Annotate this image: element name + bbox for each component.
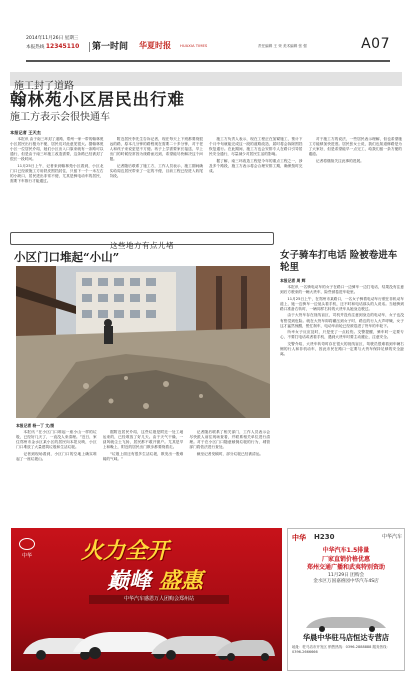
news-photo-image [16,266,270,418]
paragraph: 11月25日上午，记者来到翰林苑小区看到，小区北门口已经被施工方用铁皮围挡封住，只留下一个一米左右的小缺口，居民进出非常不便，尤其是骑电动车的居民，需要下车推行才能通过。 [10,163,104,184]
hotline-number: 12345110 [45,43,80,50]
section-banner-text: 这些地方有点儿堵 [110,241,174,250]
side-story [280,248,404,522]
page-header [26,36,390,62]
dealer-logo-right: 中华汽车 [381,534,402,540]
lead-column [309,137,403,241]
lead-column [10,137,104,241]
paragraph: 施工方负责人表示，现在工程正在加紧施工，预计下个月中旬就能完成这一段的道路改造，届时将会拆除围挡恢复通行。在此期间，施工方也会安排专人在路口引导居民安全通行，尽量减少对居民生活的影响。 [209,137,303,157]
page-number: A07 [361,36,390,52]
lead-column [209,137,303,241]
lead-byline: 本报记者 王天杰 [10,130,41,135]
dealer-advertisement [287,528,405,671]
ad-headline-1: 火力全开 [81,538,170,564]
photo-story-column [189,430,270,520]
side-story-byline: 本报记者 周 辉 [280,278,306,283]
ad-headline-2 [107,564,203,595]
photo-story-column [103,430,184,520]
offer-line: 金水区万国嘉禧园中华汽车4S店 [313,579,379,584]
ad-brand-name: 中华 [21,553,32,559]
offer-line: 厂家直销价格优惠 [321,555,370,563]
editors-credit: 责任编辑 王 荣 美术编辑 张 强 [258,44,307,48]
paragraph: 记者到现场看到，小区门口的空地上确实堆起了一座垃圾山。 [16,451,97,461]
paragraph: 记者随后联系了相关部门，工作人员表示会尽快派人前往现场查看，并联系相关单位进行清理。对于在小区门口随意倾倒垃圾的行为，城管部门将依法进行查处。 [189,430,271,450]
ad-headline-2a: 巅峰 [107,568,152,594]
brand-logo-icon [19,538,35,550]
header-separator [89,42,90,52]
dealer-logo-model: H230 [314,533,335,541]
paragraph: 本报讯 由于南三环封了道路，郑州一家一带的翰林苑小区居民出行极为不便，居民们对此意见很大。据翰林苑小区一位居民介绍，她们小区出入口原来就有一条路可以通行，但是由于南三环施工改造需要，这条路已经被封了很长一段时间。 [10,137,104,162]
lead-subhead: 施工方表示会很快通车 [10,112,110,123]
paragraph: 附近居民李先生告诉记者，现在每天上下班都要绕很远的路，原本几分钟的路程现在需要二十多分钟，对于老人和孩子来说更是不方便。孩子上学需要家长接送，早上出门的时候经常因为绕路而迟到，希望能尽快解决这个问题。 [109,137,203,162]
photo-story-byline: 本报记者 杨一丁 文/图 [16,423,55,428]
dealer-address: 地址：驻马店市开发区 销售热线：0396-2888888 服务热线：0396-2666666 [292,645,390,654]
lead-headline: 翰林苑小区居民出行难 [10,90,185,109]
paragraph: 11月25日上午，在郑州市某路口，一名女子骑着电动车行驶在非机动车道上，她一边骑车一边低头看手机，还不时和电话那头的人说话。当她骑到路口准备右转时，一辆同样右转的大货车从她身边驶过。 [280,296,404,311]
paragraph: 由于大货车存在视线盲区，司机并没有注意到身边的电动车，女子也没有察觉到危险。就在大货车即将碾压到女子时，路边的行人大声呼喊，女子这才猛然惊醒，慌忙刹车，电动车前轮已经被卷进了货车的车轮下。 [280,313,404,328]
side-story-body [280,285,404,521]
paragraph: 记者将继续关注此事的进展。 [315,158,364,163]
photo-story [10,248,274,522]
offer-line: 11月29日 团购会 [327,572,365,578]
section-name: 第一时间 [92,42,129,52]
section-banner [10,232,274,250]
photo-story-title: 小区门口堆起“小山” [14,250,120,264]
dealer-logo-row [292,533,402,545]
side-story-title: 女子骑车打电话 险被卷进车轮里 [280,250,398,273]
hotline [26,44,79,51]
masthead: 华夏时报 [139,40,171,50]
hotline-label: 本报热线 [26,45,45,50]
paragraph: 本报讯 一名骑电动车的女子在路口一边骑车一边打电话，结果没有注意到后方驶来的一辆大货车，险些被卷进车轮里。 [280,285,404,295]
lead-column [110,137,204,241]
paragraph: 截至记者发稿时，部分垃圾已经被清运。 [196,451,264,456]
lead-kicker: 施工封了道路 [14,81,74,92]
dealer-logo-zh: 中华 [292,534,306,542]
paragraph: 本报讯 “在小区门口堆起一座小山一样的垃圾，已经好几天了，一直没人来清理。”近日，家住郑州市金水区某小区的居民向本报反映，小区门口堆放了大量建筑垃圾和生活垃圾。 [16,430,97,450]
paragraph: 所幸女子反应及时，只是受了一点轻伤。交警提醒，骑车时一定要专心，不要打电话或者看手机，遇到大货车时要主动避让，注意安全。 [280,330,404,340]
paragraph: 据附近居民介绍，这些垃圾是附近一处工地运来的，已经堆放了好几天。由于天气干燥，一刮风就尘土飞扬，居民都不敢开窗户。尤其是早上和晚上，附近的居民出门散步都要绕着走。 [102,430,184,450]
dealer-offer-lines [292,547,400,613]
photo-story-body [16,430,270,520]
offer-line: 中华汽车1.5排量 [322,547,370,554]
paragraph: “垃圾上面还有很多生活垃圾，散发出一股难闻的气味。” [102,451,184,461]
masthead-sub: HUAXIA TIMES [180,43,208,48]
lead-story [10,72,402,244]
ad-brand [19,538,35,559]
dealer-name: 华晨中华驻马店恒达专营店 [302,633,390,642]
offer-line: 郑州交通广播和武夷特别资助 [306,564,385,571]
lead-kicker-bar [10,72,402,92]
car-lineup-image [19,610,275,666]
issue-date: 2014年11月26日 星期三 [26,36,79,41]
car-advertisement [11,528,282,671]
dealer-car-image [292,614,400,632]
ad-headline-2b: 盛惠 [158,568,203,594]
paragraph: 对于施工方的说法，一些居民表示理解，但也希望施工方能够加快进度。居民张女士说，我们也知道修路是为了大家好，但是希望能早一点完工，给我们留一条方便的通道。 [308,137,402,157]
lead-body [10,137,402,241]
paragraph: 据了解，南三环改造工程是今年的重点工程之一，涉及多个路段，施工方表示将会合理安排工期，确保按时完成。 [209,158,303,174]
ad-subline: 中华汽车感恩万人团购会郑州站 [89,595,229,604]
paragraph: 记者随后联系了施工方，工作人员表示，施工期间确实给周边居民带来了一定的不便，目前工程已经进入收尾阶段。 [109,163,203,179]
news-photo [16,266,270,418]
paragraph: 交警介绍，大货车转弯时存在很大的视线盲区，驾驶员很难看到车辆右侧的行人和非机动车，因此市民在路口一定要与大货车保持足够的安全距离。 [280,341,404,357]
photo-story-column [16,430,97,520]
